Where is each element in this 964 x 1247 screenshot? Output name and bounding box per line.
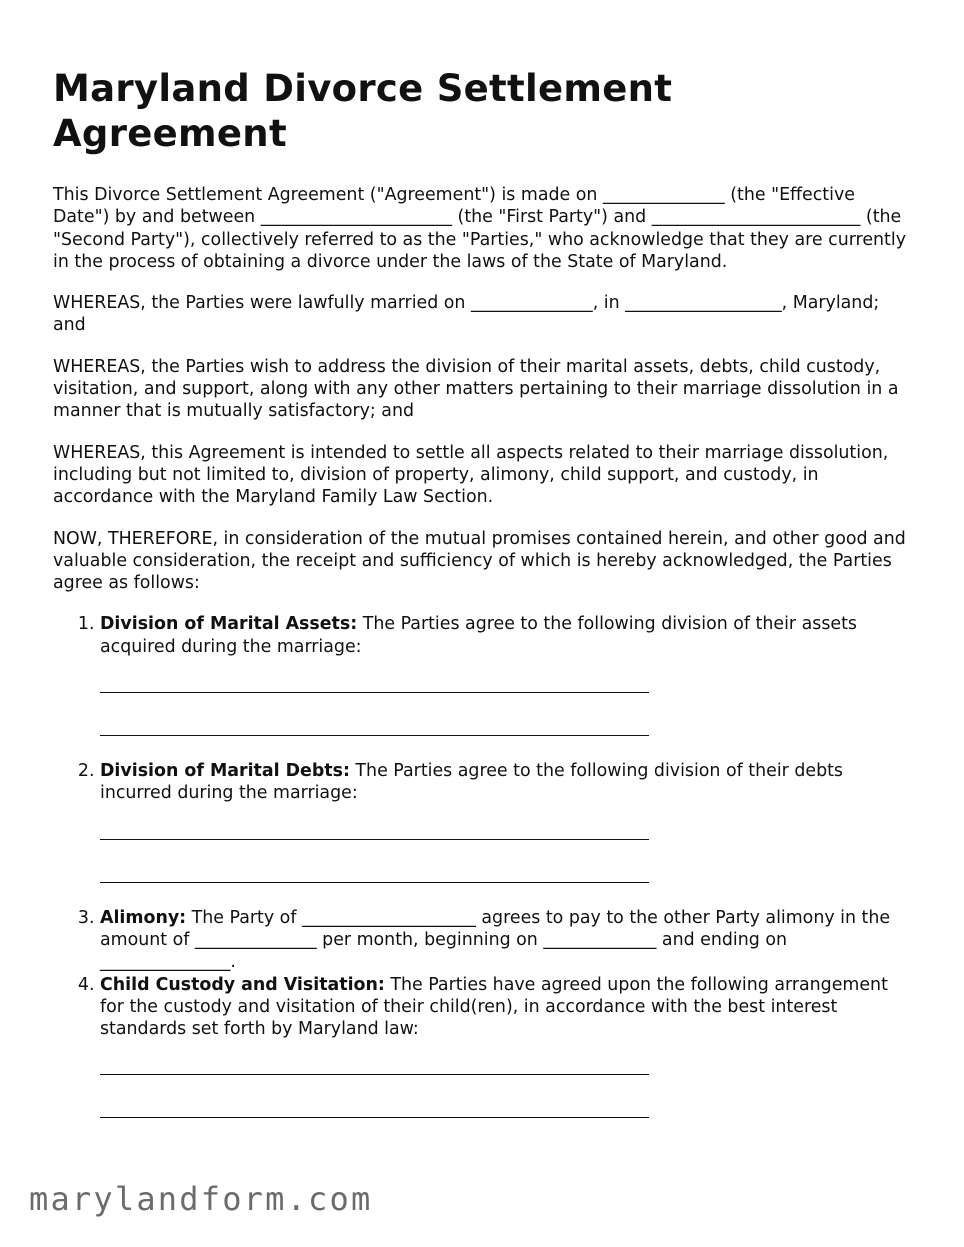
blank-lines-block xyxy=(100,658,909,736)
document-page xyxy=(53,66,909,1118)
intro-paragraph: This Divorce Settlement Agreement ("Agreement") is made on ______________ (the "Effective Date") by and between ______________________ (the "First Party") and ________________________ (the "Second Party"), collectively referred to as the "Parties," who acknowledge that they are currently in the process of obtaining a divorce under the laws of the State of Maryland. xyxy=(53,185,906,272)
now-therefore-paragraph: NOW, THEREFORE, in consideration of the mutual promises contained herein, and other good and valuable consideration, the receipt and sufficiency of which is hereby acknowledged, the Parties agree as follows: xyxy=(53,528,906,594)
item-heading: Division of Marital Debts: xyxy=(100,761,350,782)
blank-line[interactable] xyxy=(100,1074,649,1075)
whereas-married-paragraph: WHEREAS, the Parties were lawfully married on ______________, in __________________, Maryland; and xyxy=(53,293,880,336)
blank-line[interactable] xyxy=(100,839,649,840)
whereas-address-paragraph: WHEREAS, the Parties wish to address the division of their marital assets, debts, child custody, visitation, and support, along with any other matters pertaining to their marriage dissolution in a manner that is mutually satisfactory; and xyxy=(53,356,899,422)
blank-line[interactable] xyxy=(100,692,649,693)
list-item-text xyxy=(100,907,909,974)
terms-list xyxy=(53,613,909,1118)
whereas-settle-paragraph: WHEREAS, this Agreement is intended to settle all aspects related to their marriage dissolution, including but not limited to, division of property, alimony, child support, and custody, in accordance with the Maryland Family Law Section. xyxy=(53,442,889,508)
document-title: Maryland Divorce Settlement Agreement xyxy=(53,67,673,155)
blank-line[interactable] xyxy=(100,1117,649,1118)
list-item-text xyxy=(100,974,909,1041)
list-item-alimony xyxy=(100,907,909,974)
list-item-custody xyxy=(100,974,909,1119)
item-body: The Parties have agreed upon the following arrangement for the custody and visitation of their child(ren), in accordance with the best interest standards set forth by Maryland law: xyxy=(100,974,888,1040)
item-heading: Alimony: xyxy=(100,907,187,928)
item-heading: Child Custody and Visitation: xyxy=(100,974,385,995)
item-body: The Parties agree to the following division of their debts incurred during the marriage: xyxy=(100,761,843,804)
item-heading: Division of Marital Assets: xyxy=(100,614,358,635)
list-item-text xyxy=(100,760,909,805)
blank-lines-block xyxy=(100,1040,909,1118)
blank-lines-block xyxy=(100,805,909,883)
list-item-text xyxy=(100,613,909,658)
item-body: The Party of ____________________ agrees to pay to the other Party alimony in the amount of ______________ per month, beginning on _____________ and ending on _______________. xyxy=(100,907,891,973)
list-item-debts xyxy=(100,760,909,907)
item-body: The Parties agree to the following division of their assets acquired during the marriage: xyxy=(100,614,857,657)
watermark-text: marylandform.com xyxy=(29,1180,373,1218)
list-item-assets xyxy=(100,613,909,760)
